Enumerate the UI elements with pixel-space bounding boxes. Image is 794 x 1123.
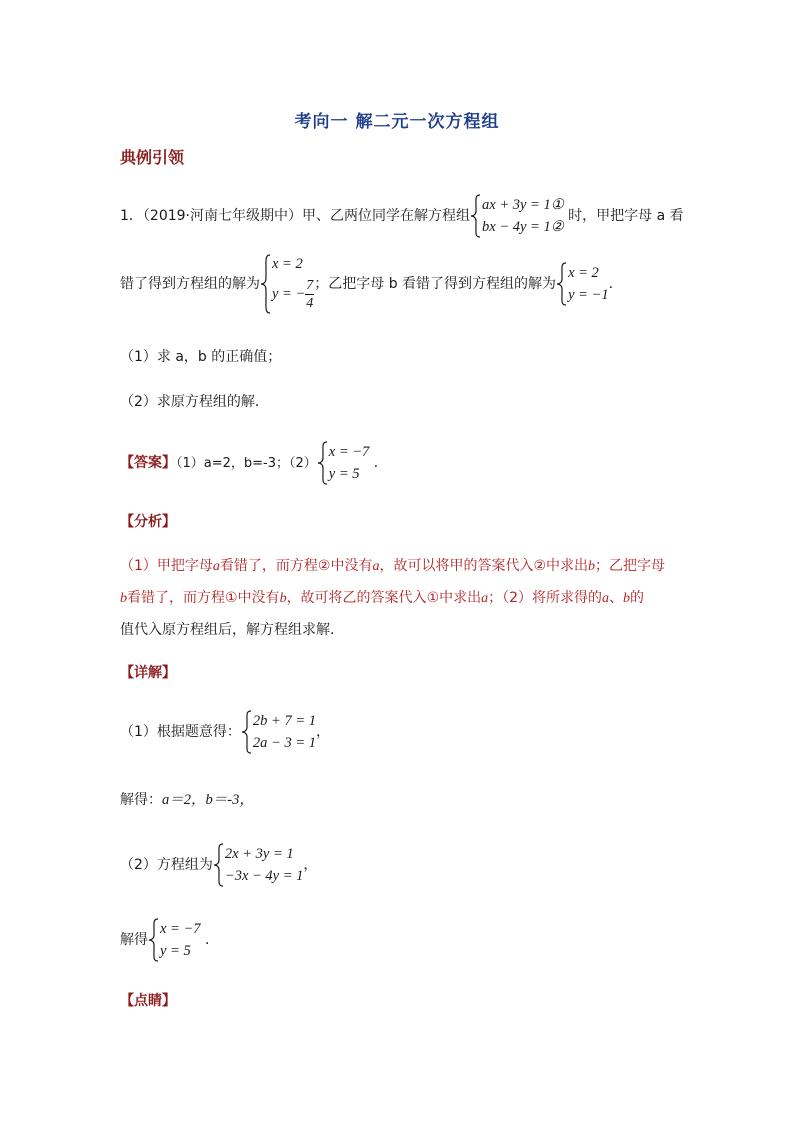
answer-end: ． [373, 455, 388, 471]
step1-equation-1: 2b + 7 = 1 [252, 713, 316, 729]
step2-system [213, 843, 303, 887]
circled-1: ① [225, 590, 238, 606]
jia-y-prefix: y = − [272, 286, 306, 302]
question-1: （1）求 a，b 的正确值； [120, 349, 282, 365]
step1-equation-2: 2a − 3 = 1 [252, 735, 316, 751]
left-brace-icon [470, 194, 481, 238]
detail-step-2 [120, 843, 317, 887]
variable-b: b [588, 559, 596, 574]
fraction-numerator: 7 [306, 278, 314, 294]
yi-y: y = −1 [568, 287, 609, 303]
solve2-system [148, 918, 201, 962]
variable-b: b [623, 591, 631, 606]
analysis-line-1 [120, 556, 665, 577]
analysis-label: 【分析】 [120, 514, 176, 530]
problem-intro: 甲、乙两位同学在解方程组 [302, 208, 471, 224]
line2-prefix: 错了得到方程组的解为 [120, 276, 260, 292]
analysis-text: 看错了，而方程 [219, 558, 318, 574]
left-brace-icon [148, 918, 159, 962]
analysis-text: 中求出 [439, 590, 482, 606]
answer-part1: （1）a=2，b=-3；（2） [176, 456, 317, 471]
left-brace-icon [241, 710, 252, 754]
yi-x: x = 2 [568, 265, 599, 281]
problem-number: 1． [120, 208, 143, 224]
step2-equation-2: −3x − 4y = 1 [224, 868, 304, 884]
detail-solve-1 [120, 790, 254, 810]
analysis-line-2 [120, 588, 644, 609]
solve2-y: y = 5 [160, 943, 191, 959]
step1-prefix: （1）根据题意得： [120, 724, 241, 740]
question-2: （2）求原方程组的解． [120, 394, 269, 410]
solve1-a: a＝2， [162, 792, 206, 808]
solve2-prefix: 解得 [120, 932, 148, 948]
variable-a: a [481, 591, 489, 606]
original-system [470, 194, 564, 238]
system-equation-1: ax + 3y = 1① [482, 197, 564, 213]
answer-line [120, 441, 388, 485]
page-title: 考向一 解二元一次方程组 [294, 112, 500, 132]
line2-mid: ；乙把字母 b 看错了得到方程组的解为 [314, 276, 557, 292]
step1-system [241, 710, 316, 754]
line2-end: . [608, 276, 614, 292]
circled-1: ① [426, 590, 440, 606]
detail-label: 【详解】 [120, 665, 176, 681]
problem-line-2 [120, 254, 613, 314]
variable-b: b [120, 591, 127, 606]
analysis-text: 中没有 [330, 558, 373, 574]
solve2-x: x = −7 [160, 921, 201, 937]
analysis-text: 看错了，而方程 [127, 590, 225, 606]
analysis-line-3: 值代入原方程组后，解方程组求解. [120, 622, 335, 638]
step1-end: ， [316, 724, 330, 740]
answer-x: x = −7 [328, 444, 370, 460]
analysis-text: （1）甲把字母 [120, 558, 213, 574]
comment-label: 【点睛】 [120, 993, 176, 1009]
jia-y [272, 274, 314, 314]
step2-end: ， [303, 857, 318, 873]
analysis-text: 中没有 [237, 590, 280, 606]
answer-y: y = 5 [328, 466, 360, 482]
section-heading: 典例引领 [120, 148, 185, 167]
left-brace-icon [260, 254, 271, 314]
answer-label: 【答案】 [120, 455, 176, 471]
system-equation-2: bx − 4y = 1② [482, 219, 564, 235]
solve1-b: b＝-3， [205, 792, 254, 808]
fraction-denominator: 4 [306, 296, 314, 312]
answer-system [317, 441, 370, 485]
analysis-text: ，故可以将甲的答案代入 [379, 558, 534, 574]
variable-a: a [372, 559, 380, 574]
analysis-text: 中求出 [546, 558, 589, 574]
problem-source: （2019·河南七年级期中） [142, 208, 303, 224]
circled-2: ② [533, 558, 547, 574]
left-brace-icon [317, 441, 328, 485]
problem-intro-end: 时，甲把字母 a 看 [568, 208, 684, 224]
detail-solve-2 [120, 918, 219, 962]
solve1-prefix: 解得： [120, 792, 162, 808]
left-brace-icon [556, 262, 567, 306]
circled-2: ② [317, 558, 331, 574]
variable-a: a [602, 591, 610, 606]
left-brace-icon [213, 843, 224, 887]
solve2-end: ． [204, 932, 219, 948]
variable-a: a [212, 559, 220, 574]
analysis-text: 、 [609, 590, 624, 606]
step2-prefix: （2）方程组为 [120, 857, 213, 873]
yi-solution [556, 262, 609, 306]
problem-line-1 [120, 194, 684, 238]
analysis-text: 的 [630, 590, 645, 606]
analysis-text: ，故可将乙的答案代入 [286, 590, 427, 606]
analysis-text: ；（2）将所求得的 [488, 590, 603, 606]
jia-solution [260, 254, 314, 314]
step2-equation-1: 2x + 3y = 1 [224, 846, 294, 862]
fraction [305, 277, 314, 312]
jia-x: x = 2 [272, 256, 303, 272]
analysis-text: ；乙把字母 [595, 558, 666, 574]
variable-b: b [279, 591, 287, 606]
detail-step-1 [120, 710, 330, 754]
